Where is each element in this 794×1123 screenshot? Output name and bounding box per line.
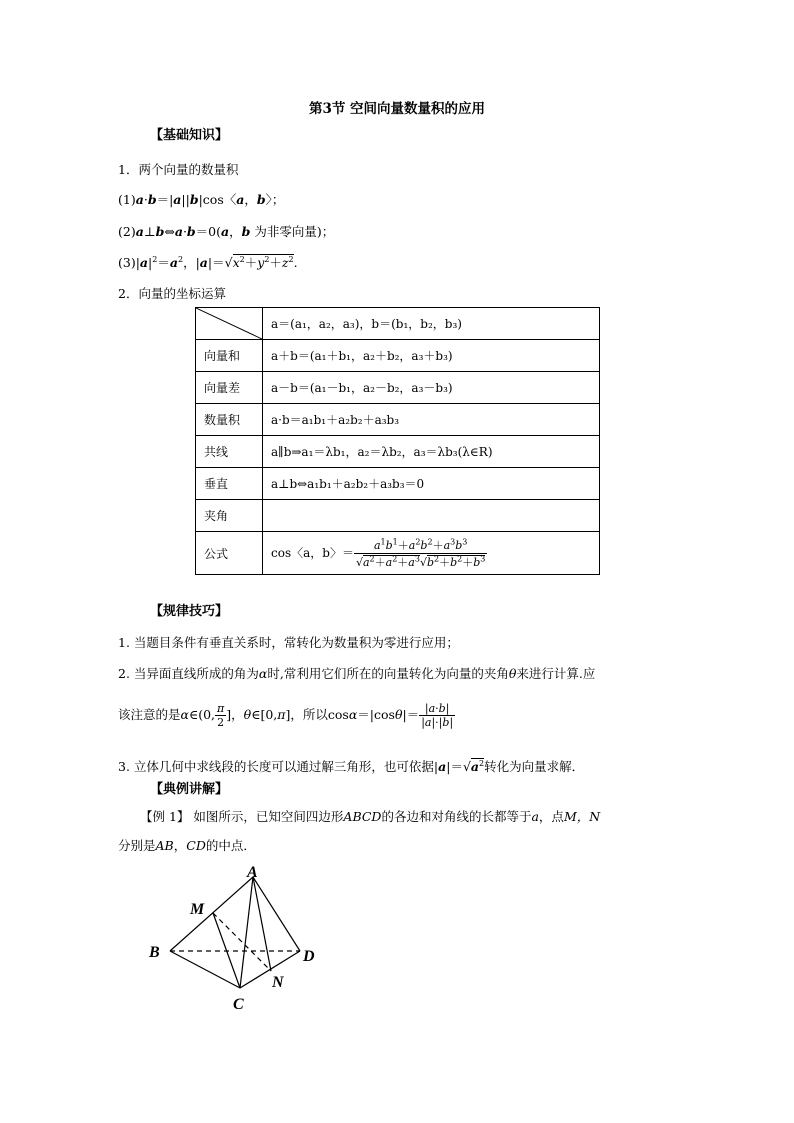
row-formula: a＋b＝(a₁＋b₁，a₂＋b₂，a₃＋b₃) — [263, 340, 600, 372]
segment-mn-hidden — [213, 913, 271, 971]
item-coordinate-title: 2．向量的坐标运算 — [118, 286, 226, 301]
row-label: 向量和 — [196, 340, 263, 372]
row-formula: a·b＝a₁b₁＋a₂b₂＋a₃b₃ — [263, 404, 600, 436]
example-text-1: 如图所示，已知空间四边形 — [189, 809, 344, 824]
tip-2-text-a: 2. 当异面直线所成的角为 — [118, 666, 259, 681]
label-a: A — [247, 864, 258, 881]
example-text-3: ，点 — [538, 809, 564, 824]
table-row — [196, 308, 600, 340]
tip-1: 1. 当题目条件有垂直关系时，常转化为数量积为零进行应用； — [118, 635, 459, 650]
item-dot-product-title: 1．两个向量的数量积 — [118, 162, 239, 177]
table-row — [196, 340, 600, 372]
tip-2-line2: 该注意的是α∈(0, $\frac{\pi}{2}$ ]，θ∈[0,π]，所以cosα＝|cosθ|＝ $\frac{|a\cdot b|}{|a|\cdot|b|}$ — [118, 702, 454, 729]
edge-bc — [170, 951, 240, 988]
label-c: C — [233, 996, 244, 1013]
edge-cd — [240, 951, 300, 988]
page-title: 第3节 空间向量数量积的应用 — [308, 101, 486, 117]
row-label: 共线 — [196, 436, 263, 468]
row-formula: a∥b⇒a₁＝λb₁，a₂＝λb₂，a₃＝λb₃(λ∈R) — [263, 436, 600, 468]
example-text-2: 的各边和对角线的长都等于 — [381, 809, 532, 824]
tip-3: 3. 立体几何中求线段的长度可以通过解三角形，也可依据$|a|=√a^2$转化为向量求解． — [118, 758, 585, 774]
table-row — [196, 404, 600, 436]
section-basic-knowledge: 【基础知识】 — [150, 128, 229, 143]
example-label: 【例 1】 — [140, 809, 190, 824]
diagonal-header-cell — [196, 308, 263, 340]
cos-prefix: cos〈a，b〉＝ — [271, 545, 354, 560]
table-row — [196, 532, 600, 575]
example-cd: CD — [186, 838, 206, 853]
label-b: B — [149, 944, 160, 961]
formula-magnitude: $(3)|a|^2=a^2$，$|a|=√x^2+y^2+z^2$. — [118, 254, 298, 270]
example-1-line1 — [140, 807, 600, 825]
coordinate-operations-table — [195, 307, 600, 575]
example-abcd: ABCD — [343, 809, 382, 824]
tip-2-text-c: 来进行计算.应 — [516, 666, 596, 681]
tip-3-text-a: 3. 立体几何中求线段的长度可以通过解三角形，也可依据| — [118, 759, 439, 774]
example-text-4: 分别是 — [118, 838, 156, 853]
example-a: a — [531, 809, 539, 824]
tip-2-text-b: 时,常利用它们所在的向量转化为向量的夹角 — [267, 666, 509, 681]
row-formula — [263, 500, 600, 532]
edge-ac — [240, 877, 253, 988]
example-mn: M，N — [563, 809, 601, 824]
table-row — [196, 372, 600, 404]
table-header: a＝(a₁，a₂，a₃)，b＝(b₁，b₂，b₃) — [263, 308, 600, 340]
example-1-line2 — [118, 836, 256, 854]
example-sep: ， — [173, 838, 187, 853]
row-label: 垂直 — [196, 468, 263, 500]
tip-2-text-d: 该注意的是 — [118, 707, 181, 722]
row-label: 夹角 — [196, 500, 263, 532]
label-n: N — [272, 974, 284, 991]
table-row — [196, 436, 600, 468]
row-formula: a－b＝(a₁－b₁，a₂－b₂，a₃－b₃) — [263, 372, 600, 404]
table-row — [196, 468, 600, 500]
example-text-5: 的中点． — [205, 838, 256, 853]
formula-dot-product: (1)a·b＝|a||b|cos〈a，b〉； — [118, 192, 285, 207]
formula-perpendicular: (2)a⊥b⇔a·b＝0(a，b 为非零向量)； — [118, 224, 335, 239]
tetrahedron-figure — [145, 863, 335, 1013]
section-examples: 【典例讲解】 — [150, 782, 229, 797]
angle-fraction: $\frac{a^1b^1+a^2b^2+a^3b^3}{√a^2+a^2+a^3√b^2+b^2+b^3}$ — [355, 536, 486, 569]
row-formula: a⊥b⇔a₁b₁＋a₂b₂＋a₃b₃＝0 — [263, 468, 600, 500]
label-m: M — [190, 901, 205, 918]
row-formula-angle — [263, 532, 600, 575]
tip-2-line1: 2. 当异面直线所成的角为α时,常利用它们所在的向量转化为向量的夹角θ来进行计算.应 — [118, 666, 596, 681]
row-label: 向量差 — [196, 372, 263, 404]
label-d: D — [303, 948, 315, 965]
section-tips: 【规律技巧】 — [150, 604, 229, 619]
table-row — [196, 500, 600, 532]
example-ab: AB — [155, 838, 174, 853]
row-label: 数量积 — [196, 404, 263, 436]
row-label: 公式 — [196, 532, 263, 575]
tip-2-text-e: ，所以 — [290, 707, 328, 722]
tip-3-text-b: 转化为向量求解． — [484, 759, 585, 774]
